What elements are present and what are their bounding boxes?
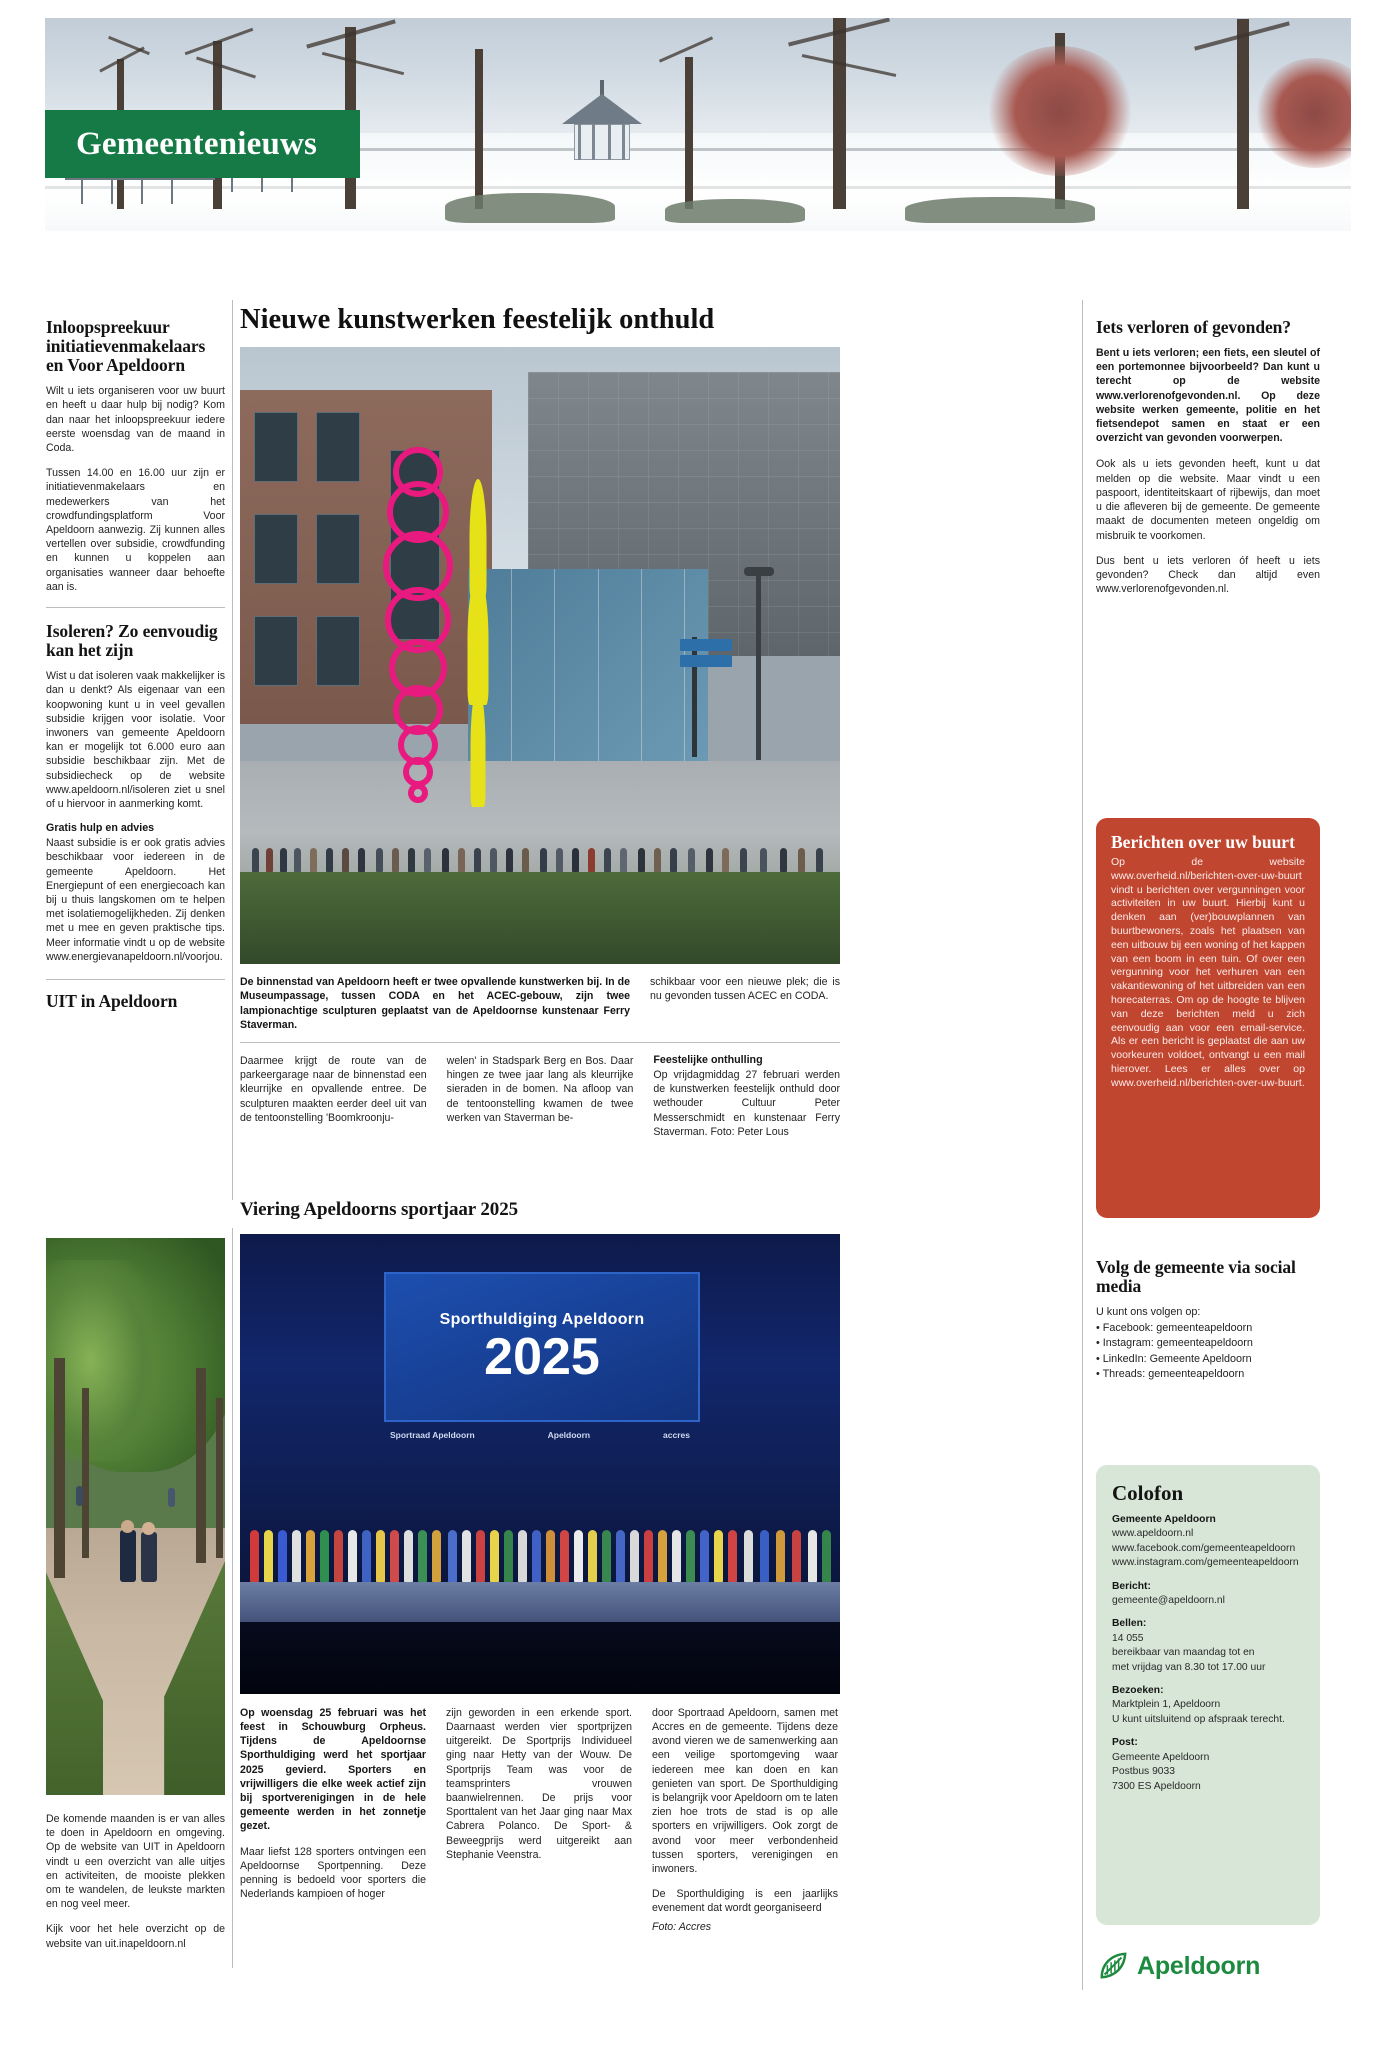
gemeentenieuws-banner-tag: [45, 110, 360, 178]
heading-volg-gemeente: Volg de gemeente via social media: [1096, 1257, 1296, 1297]
article-inloopspreekuur-body: [46, 384, 225, 594]
paragraph: De komende maanden is er van alles te doen in Apeldoorn en omgeving. Op de website van UIT in Apeldoorn vindt u een overzicht van alle uitjes en activiteiten, de mooiste plekken om te wandelen, de leukste markten en nog veel meer.: [46, 1813, 225, 1911]
social-media-section: [1096, 1258, 1320, 1383]
social-intro: U kunt ons volgen op:: [1096, 1306, 1201, 1319]
logo-wordmark: Apeldoorn: [1137, 1951, 1261, 1980]
banner-snow-line-2: [45, 186, 1351, 189]
paragraph: Wilt u iets organiseren voor uw buurt en heeft u daar hulp bij nodig? Kom dan naar het inloopspreekuur iedere eerste woensdag van de maand in Coda.: [46, 385, 225, 454]
heading-isoleren: Isoleren? Zo eenvoudig kan het zijn: [46, 621, 218, 661]
sponsor-logo-sportraad: Sportraad Apeldoorn: [390, 1429, 475, 1440]
person-walking: [141, 1532, 157, 1582]
headline-kunstwerken: Nieuwe kunstwerken feestelijk onthuld: [240, 304, 715, 335]
winter-tree: [1237, 19, 1249, 209]
winter-tree: [475, 49, 483, 209]
colofon-post-2: Postbus 9033: [1112, 1766, 1175, 1778]
winter-tree: [685, 57, 693, 209]
red-foliage-tree: [985, 46, 1135, 176]
screen-title: Sporthuldiging Apeldoorn: [439, 1310, 645, 1328]
paragraph: Tussen 14.00 en 16.00 uur zijn er initiatievenmakelaars en medewerkers van het crowdfundingsplatform Voor Apeldoorn aanwezig. Zij kunnen alles vertellen over subsidie, crowdfunding en kunnen u koppelen aan organisaties wanneer daar behoefte aan is.: [46, 467, 225, 593]
lost-found-p2: [1096, 457, 1320, 596]
paragraph: Ook als u iets gevonden heeft, kunt u dat melden op die website. Maar vindt u een paspoort, identiteitskaart of rijbewijs, dan moet u die afleveren bij de gemeente. De gemeente maakt de documenten meteen ongeldig om misbruik te voorkomen.: [1096, 458, 1320, 542]
sport-col3-lead: De Sporthuldiging is een jaarlijks evenement dat wordt georganiseerd: [652, 1888, 838, 1915]
article-col1: Daarmee krijgt de route van de parkeergarage naar de binnenstad een kleurrijke en opvallende entree. De sculpturen maakten eerder deel uit van de tentoonstelling 'Boomkroonju-: [240, 1055, 427, 1124]
sport-article: [240, 1200, 840, 1934]
berichten-buurt-body: Op de website www.overheid.nl/berichten-over-uw-buurt vindt u berichten over vergunningen voor activiteiten in uw buurt. Hierbij kunt u denken aan (ver)bouwplannen van buurtbewoners, zoals het plaatsen van een uitbouw bij een woning of het kappen van een boom in een tuin. Of over een vergunning voor het verhuren van een vakantiewoning of het uitbreiden van een horecaterras. Om op de hoogte te blijven van deze berichten meld u zich eenvoudig aan voor een email-service. Als er een bericht is geplaatst die aan uw voorkeuren voldoet, ontvangt u een mail hierover. Lees er alles over op www.overheid.nl/berichten-over-uw-buurt.: [1111, 856, 1305, 1089]
sport-col1-rest: Maar liefst 128 sporters ontvingen een Apeldoornse Sportpenning. Deze penning is bedoeld voor sporters die Nederlands kampioen of hoger: [240, 1845, 426, 1901]
hedge: [445, 193, 615, 223]
colofon-web-facebook[interactable]: www.facebook.com/gemeenteapeldoorn: [1112, 1542, 1296, 1554]
section-divider: [240, 1042, 840, 1043]
paragraph: Naast subsidie is er ook gratis advies beschikbaar voor iedereen in de gemeente Apeldoorn. Het Energiepunt of een energiecoach kan bij u thuis langskomen om te helpen met isolatiemogelijkheden. Zij denken met u mee en geven praktische tips. Meer informatie vindt u op de website www.energievanapeldoorn.nl/voorjou.: [46, 837, 225, 963]
article-isoleren-body2: [46, 836, 225, 964]
person-head: [142, 1522, 155, 1535]
sign-plate: [680, 655, 732, 667]
hedge: [665, 199, 805, 223]
colofon-phone: 14 055: [1112, 1632, 1144, 1644]
left-column: [46, 318, 225, 1020]
colofon-label-post: Post:: [1112, 1737, 1138, 1749]
stage-screen: [384, 1272, 700, 1422]
heading-colofon: Colofon: [1112, 1481, 1184, 1505]
article-uit-body: [46, 1812, 225, 1962]
sponsor-logo-accres: accres: [663, 1429, 690, 1440]
sport-col3: door Sportraad Apeldoorn, samen met Accres en de gemeente. Tijdens deze avond vieren we de samenwerking aan een veilige sportomgeving waar iedereen mee kan doen en kan genieten van sport. De Sporthuldiging is belangrijk voor Apeldoorn om te laten zien hoe trots de stad is op alle sporters en vrijwilligers. Ook zorgt de avond voor meer verbondenheid tussen sporters, verenigingen en inwoners.: [652, 1706, 838, 1875]
photo-sporthuldiging: [240, 1234, 840, 1694]
street-lamp: [756, 575, 761, 760]
heading-uit-in-apeldoorn: UIT in Apeldoorn: [46, 991, 178, 1012]
box-berichten-over-uw-buurt: [1096, 818, 1320, 1218]
colofon-post-3: 7300 ES Apeldoorn: [1112, 1780, 1201, 1792]
photo-forest-path: [46, 1238, 225, 1795]
paragraph: Kijk voor het hele overzicht op de website van uit.inapeldoorn.nl: [46, 1923, 225, 1950]
hedge: [905, 197, 1095, 223]
column-divider: [232, 300, 233, 1200]
subheading-feestelijke-onthulling: Feestelijke onthulling: [653, 1054, 763, 1067]
sport-col2: zijn geworden in een erkende sport. Daarnaast werden vier sportprijzen uitgereikt. De Sportprijs Individueel ging naar Hetty van der Wouw. De Sportprijs Team was voor de teamsprinters vrouwen baanwielrennen. De prijs voor Sporttalent van het Jaar ging naar Max Cabrera Polanco. De Sport- & Beweegprijs werd uitgereikt aan Stephanie Veenstra.: [446, 1706, 632, 1861]
screen-sponsor-logos: [390, 1430, 690, 1440]
colofon-visit-note: U kunt uitsluitend op afspraak terecht.: [1112, 1713, 1285, 1725]
apeldoorn-logo: [1098, 1946, 1322, 1986]
colofon-post-1: Gemeente Apeldoorn: [1112, 1751, 1210, 1763]
sculpture-yellow: [455, 479, 501, 809]
colofon-web-apeldoorn[interactable]: www.apeldoorn.nl: [1112, 1528, 1194, 1540]
person-head: [121, 1520, 134, 1533]
paragraph: Dus bent u iets verloren óf heeft u iets gevonden? Check dan altijd even www.verlorenofgevonden.nl.: [1096, 554, 1320, 596]
colofon-hours-1: bereikbaar van maandag tot en: [1112, 1647, 1255, 1659]
article-col3-b: Op vrijdagmiddag 27 februari werden de kunstwerken feestelijk onthuld door wethouder Cultuur Peter Messerschmidt en kunstenaar Ferry Staverman. Foto: Peter Lous: [653, 1069, 841, 1138]
sport-col1-bold: Op woensdag 25 februari was het feest in Schouwburg Orpheus. Tijdens de Apeldoornse Sporthuldiging werd het sportjaar 2025 gevierd. Sporters en vrijwilligers die elke week actief zijn bij sportverenigingen in de hele gemeente werden in het zonnetje gezet.: [240, 1706, 426, 1833]
people-on-stage: [240, 1524, 840, 1582]
colofon-visit-address: Marktplein 1, Apeldoorn: [1112, 1699, 1221, 1711]
screen-year: 2025: [484, 1327, 600, 1386]
person-distant: [168, 1488, 175, 1507]
right-column-lost-found: [1096, 318, 1320, 607]
bridge-railing: [65, 178, 215, 180]
colofon-org: Gemeente Apeldoorn: [1112, 1514, 1216, 1525]
article-col3-a: schikbaar voor een nieuwe plek; die is nu gevonden tussen ACEC en CODA.: [650, 976, 840, 1003]
lost-found-p1: Bent u iets verloren; een fiets, een sleutel of een portemonnee bijvoorbeeld? Dan kunt u terecht op de website www.verlorenofgevonden.nl. Op deze website werken gemeente, politie en het fietsendepot samen en staat er een overzicht van gevonden voorwerpen.: [1096, 347, 1320, 445]
banner-title: Gemeentenieuws: [76, 125, 318, 162]
person-distant: [76, 1486, 83, 1506]
colofon-web-instagram[interactable]: www.instagram.com/gemeenteapeldoorn: [1112, 1557, 1299, 1569]
paragraph: Wist u dat isoleren vaak makkelijker is dan u denkt? Als eigenaar van een koopwoning kunt u in veel gevallen subsidie krijgen voor isolatie. Voor inwoners van gemeente Apeldoorn kan er mogelijk tot 6.000 euro aan subsidie beschikbaar zijn. Met de subsidiecheck op de website www.apeldoorn.nl/isoleren ziet u snel of u hiervoor in aanmerking komt.: [46, 670, 225, 810]
column-divider: [232, 1228, 233, 1968]
photo-credit-accres: Foto: Accres: [652, 1920, 712, 1933]
social-item-instagram[interactable]: • Instagram: gemeenteapeldoorn: [1096, 1337, 1253, 1350]
headline-sportjaar: Viering Apeldoorns sportjaar 2025: [240, 1199, 519, 1220]
column-divider: [1082, 300, 1083, 1990]
section-divider: [46, 607, 225, 608]
leaf-icon: [1098, 1951, 1128, 1981]
sponsor-logo-apeldoorn: Apeldoorn: [547, 1429, 591, 1440]
center-column: [240, 305, 840, 1139]
article-isoleren-body: [46, 669, 225, 811]
heading-berichten-buurt: Berichten over uw buurt: [1111, 832, 1295, 852]
social-item-threads[interactable]: • Threads: gemeenteapeldoorn: [1096, 1368, 1245, 1381]
social-item-linkedin[interactable]: • LinkedIn: Gemeente Apeldoorn: [1096, 1352, 1252, 1365]
heading-inloopspreekuur: Inloopspreekuur initiatievenmakelaars en Voor Apeldoorn: [46, 317, 206, 376]
person-walking: [120, 1530, 136, 1582]
article-col2: welen' in Stadspark Berg en Bos. Daar hingen ze twee jaar lang als kleurrijke sieraden in de bomen. Na afloop van de tentoonstelling kwamen de twee werken van Staverman be-: [446, 1055, 634, 1124]
sign-plate: [680, 639, 732, 651]
colofon-label-bezoeken: Bezoeken:: [1112, 1685, 1164, 1697]
photo-kunstwerken-onthulling: [240, 347, 840, 964]
colofon-hours-2: met vrijdag van 8.30 tot 17.00 uur: [1112, 1661, 1266, 1673]
street-lamp-head: [744, 567, 774, 576]
social-item-facebook[interactable]: • Facebook: gemeenteapeldoorn: [1096, 1321, 1253, 1334]
caption-lead-kunstwerken: De binnenstad van Apeldoorn heeft er twee opvallende kunstwerken bij. In de Museumpassage, tussen CODA en het ACEC-gebouw, zijn twee lampionachtige sculpturen geplaatst van de Apeldoornse kunstenaar Ferry Staverman.: [240, 976, 630, 1031]
winter-tree: [833, 18, 846, 209]
bandstand-pavilion: [562, 80, 642, 166]
crowd-of-visitors: [240, 785, 840, 871]
sport-article-columns: [240, 1706, 840, 1934]
heading-iets-verloren: Iets verloren of gevonden?: [1096, 317, 1291, 337]
colofon-label-bericht: Bericht:: [1112, 1580, 1151, 1592]
box-colofon: [1096, 1465, 1320, 1925]
sculpture-pink: [380, 447, 456, 817]
subheading-gratis-hulp: Gratis hulp en advies: [46, 822, 155, 835]
colofon-email[interactable]: gemeente@apeldoorn.nl: [1112, 1595, 1225, 1607]
section-divider: [46, 979, 225, 980]
colofon-label-bellen: Bellen:: [1112, 1618, 1147, 1630]
